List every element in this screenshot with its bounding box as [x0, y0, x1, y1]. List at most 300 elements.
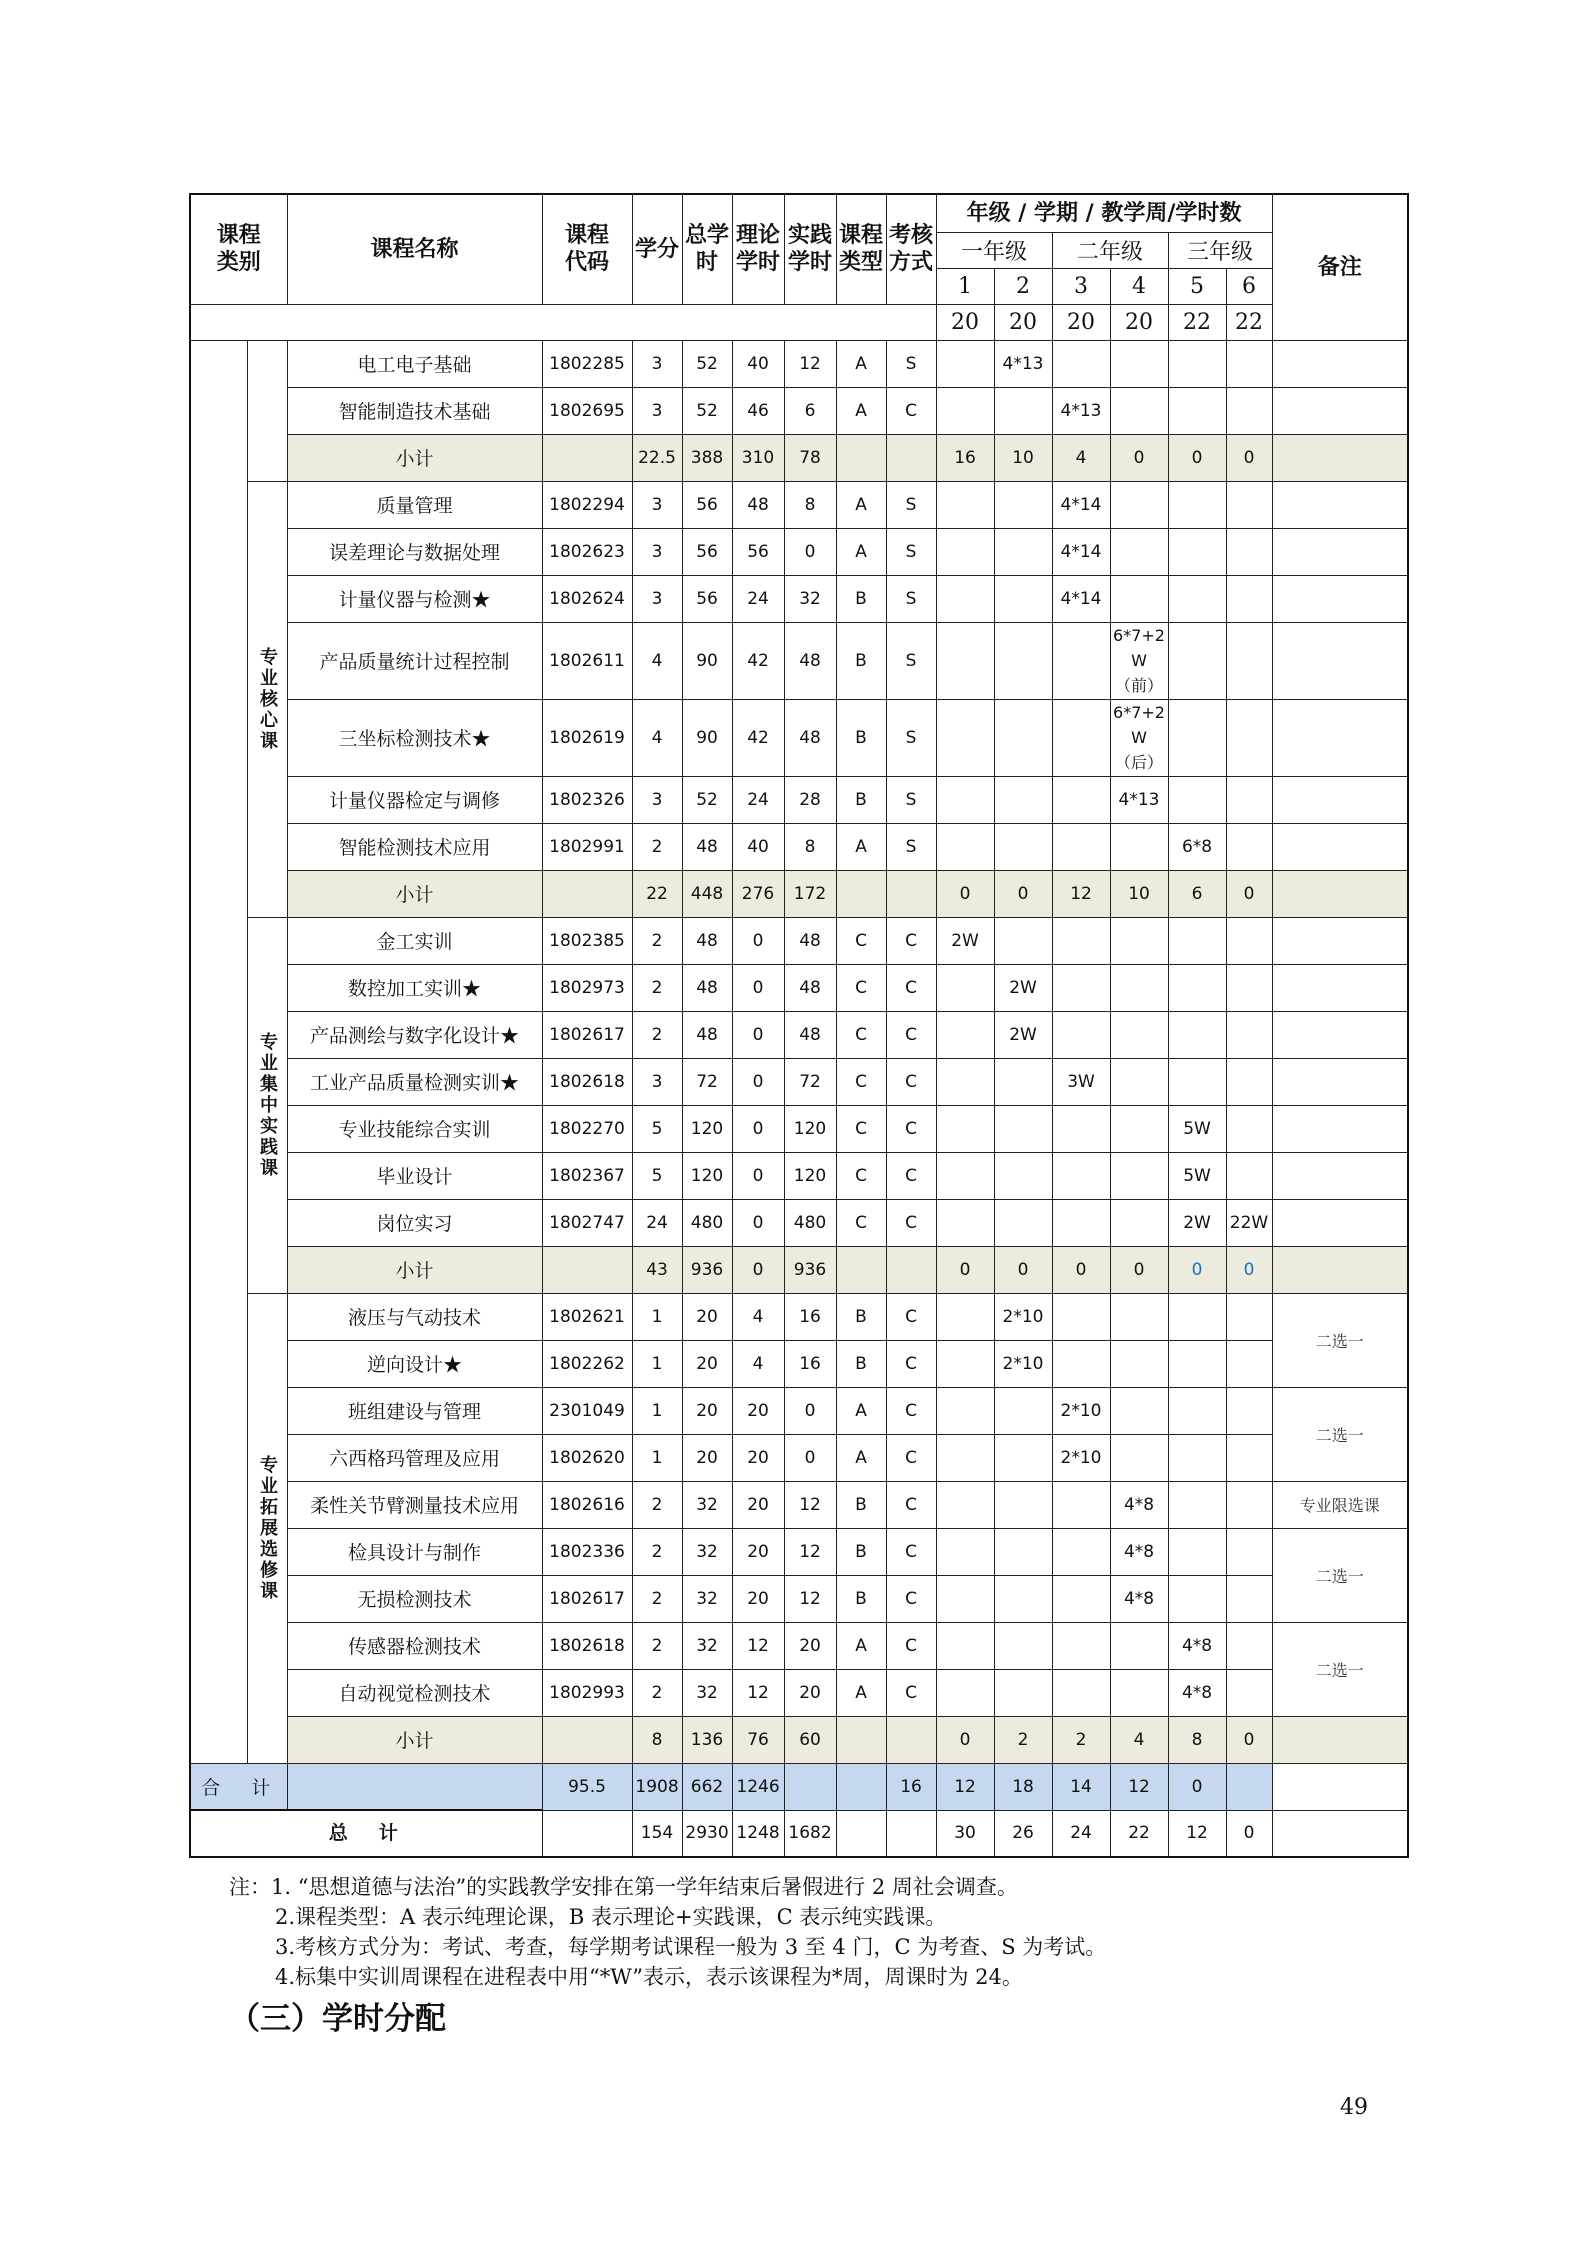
- course-credit: 5: [632, 1105, 682, 1152]
- course-theory-hours: 56: [732, 528, 784, 575]
- course-name: 质量管理: [287, 481, 542, 528]
- semester-hours: [1226, 1575, 1272, 1622]
- table-row: [190, 823, 1408, 870]
- semester-hours: [994, 1199, 1052, 1246]
- course-type: A: [836, 387, 886, 434]
- semester-hours: [1168, 776, 1226, 823]
- header-course-type: 课程类型: [836, 194, 886, 304]
- semester-hours: [1110, 575, 1168, 622]
- semester-hours: 4*14: [1052, 575, 1110, 622]
- course-total-hours: 48: [682, 823, 732, 870]
- total-remark-empty: [1226, 1763, 1272, 1810]
- course-theory-hours: 24: [732, 776, 784, 823]
- semester-hours: [1168, 1293, 1226, 1340]
- semester-hours: [1052, 1152, 1110, 1199]
- course-practice-hours: 12: [784, 1528, 836, 1575]
- course-exam: S: [886, 575, 936, 622]
- semester-hours: [994, 481, 1052, 528]
- course-theory-hours: 42: [732, 622, 784, 699]
- total-semester: 12: [1168, 1810, 1226, 1857]
- course-theory-hours: 48: [732, 481, 784, 528]
- course-exam: S: [886, 776, 936, 823]
- semester-hours: [936, 964, 994, 1011]
- table-row: [190, 1481, 1408, 1528]
- total-semester: 14: [1052, 1763, 1110, 1810]
- course-code: 1802620: [542, 1434, 632, 1481]
- course-total-hours: 48: [682, 917, 732, 964]
- total-exam-empty: [886, 434, 936, 481]
- semester-hours: [1110, 964, 1168, 1011]
- course-theory-hours: 42: [732, 699, 784, 776]
- header-credit: 学分: [632, 194, 682, 304]
- total-code-empty: [287, 1763, 542, 1810]
- course-credit: 3: [632, 776, 682, 823]
- semester-hours: [1168, 699, 1226, 776]
- page-number: 49: [1340, 2095, 1368, 2120]
- course-type: B: [836, 776, 886, 823]
- course-theory-hours: 20: [732, 1434, 784, 1481]
- semester-hours: [1168, 1528, 1226, 1575]
- semester-hours: [1226, 1387, 1272, 1434]
- course-theory-hours: 20: [732, 1481, 784, 1528]
- course-theory-hours: 24: [732, 575, 784, 622]
- semester-hours: 22W: [1226, 1199, 1272, 1246]
- course-credit: 3: [632, 387, 682, 434]
- remark: 二选一: [1272, 1528, 1408, 1622]
- course-type: B: [836, 575, 886, 622]
- semester-hours: [1110, 1152, 1168, 1199]
- semester-hours: [994, 823, 1052, 870]
- semester-hours: [1226, 1622, 1272, 1669]
- course-type: C: [836, 1199, 886, 1246]
- course-credit: 4: [632, 622, 682, 699]
- remark: [1272, 481, 1408, 528]
- semester-hours: [936, 1293, 994, 1340]
- remark: [1272, 1199, 1408, 1246]
- course-practice-hours: 120: [784, 1152, 836, 1199]
- total-semester: 10: [994, 434, 1052, 481]
- course-theory-hours: 4: [732, 1340, 784, 1387]
- course-type: B: [836, 1481, 886, 1528]
- total-hours: 136: [682, 1716, 732, 1763]
- total-semester: 0: [1226, 870, 1272, 917]
- course-practice-hours: 8: [784, 481, 836, 528]
- semester-hours: [936, 1575, 994, 1622]
- semester-hours: [1226, 1011, 1272, 1058]
- semester-hours: 2W: [994, 964, 1052, 1011]
- course-code: 1802623: [542, 528, 632, 575]
- course-name: 无损检测技术: [287, 1575, 542, 1622]
- course-practice-hours: 120: [784, 1105, 836, 1152]
- course-practice-hours: 48: [784, 917, 836, 964]
- course-name: 产品测绘与数字化设计★: [287, 1011, 542, 1058]
- course-total-hours: 56: [682, 481, 732, 528]
- course-name: 误差理论与数据处理: [287, 528, 542, 575]
- course-type: C: [836, 1105, 886, 1152]
- course-theory-hours: 20: [732, 1528, 784, 1575]
- course-credit: 3: [632, 481, 682, 528]
- course-code: 1802747: [542, 1199, 632, 1246]
- semester-hours: 2W: [936, 917, 994, 964]
- total-semester: 22: [1110, 1810, 1168, 1857]
- total-semester: 0: [1168, 1246, 1226, 1293]
- total-credit: 8: [632, 1716, 682, 1763]
- course-exam: S: [886, 699, 936, 776]
- total-semester: 12: [1110, 1763, 1168, 1810]
- course-code: 1802294: [542, 481, 632, 528]
- remark: 二选一: [1272, 1293, 1408, 1387]
- course-practice-hours: 8: [784, 823, 836, 870]
- total-semester: 16: [936, 434, 994, 481]
- semester-hours: [936, 622, 994, 699]
- total-hours: 2930: [682, 1810, 732, 1857]
- semester-hours: [1226, 1434, 1272, 1481]
- semester-hours: [994, 387, 1052, 434]
- semester-hours: [1052, 917, 1110, 964]
- semester-hours: 5W: [1168, 1152, 1226, 1199]
- course-code: 1802619: [542, 699, 632, 776]
- total-semester: 4: [1110, 1716, 1168, 1763]
- course-type: A: [836, 1622, 886, 1669]
- semester-hours: [1110, 1011, 1168, 1058]
- total-semester: 0: [936, 1716, 994, 1763]
- table-row: [190, 1528, 1408, 1575]
- course-name: 智能制造技术基础: [287, 387, 542, 434]
- total-theory: 662: [682, 1763, 732, 1810]
- semester-hours: [1052, 1293, 1110, 1340]
- course-credit: 3: [632, 340, 682, 387]
- header-semester: 3: [1052, 268, 1110, 304]
- semester-hours: [1226, 1058, 1272, 1105]
- course-type: B: [836, 1293, 886, 1340]
- semester-hours: [936, 1199, 994, 1246]
- remark: [1272, 964, 1408, 1011]
- semester-hours: [1168, 481, 1226, 528]
- course-total-hours: 52: [682, 340, 732, 387]
- semester-hours: [1110, 917, 1168, 964]
- course-theory-hours: 20: [732, 1575, 784, 1622]
- total-remark-empty: [1272, 1246, 1408, 1293]
- header-course-name: 课程名称: [287, 194, 542, 304]
- course-code: 1802611: [542, 622, 632, 699]
- course-practice-hours: 0: [784, 528, 836, 575]
- course-name: 液压与气动技术: [287, 1293, 542, 1340]
- semester-hours: [936, 1434, 994, 1481]
- course-code: 1802262: [542, 1340, 632, 1387]
- footnote-3: 3.考核方式分为：考试、考查，每学期考试课程一般为 3 至 4 门，C 为考查、S 为考试。: [275, 1935, 1107, 1959]
- total-theory: 276: [732, 870, 784, 917]
- course-practice-hours: 72: [784, 1058, 836, 1105]
- course-name: 自动视觉检测技术: [287, 1669, 542, 1716]
- course-credit: 2: [632, 964, 682, 1011]
- course-exam: C: [886, 1622, 936, 1669]
- total-semester: 0: [1226, 1810, 1272, 1857]
- semester-hours: [1052, 964, 1110, 1011]
- header-semester: 1: [936, 268, 994, 304]
- course-credit: 2: [632, 917, 682, 964]
- sum-label: 合 计: [190, 1763, 287, 1810]
- semester-hours: [1168, 622, 1226, 699]
- semester-hours: [1226, 1152, 1272, 1199]
- semester-hours: 4*8: [1168, 1669, 1226, 1716]
- course-name: 工业产品质量检测实训★: [287, 1058, 542, 1105]
- semester-hours: [936, 481, 994, 528]
- semester-hours: [1052, 1575, 1110, 1622]
- semester-hours: [1226, 917, 1272, 964]
- course-practice-hours: 12: [784, 1481, 836, 1528]
- course-exam: S: [886, 481, 936, 528]
- table-row: [190, 1105, 1408, 1152]
- semester-hours: [1226, 622, 1272, 699]
- course-total-hours: 480: [682, 1199, 732, 1246]
- remark: 二选一: [1272, 1622, 1408, 1716]
- header-semester: 6: [1226, 268, 1272, 304]
- header-remarks: 备注: [1272, 194, 1408, 340]
- course-code: 1802336: [542, 1528, 632, 1575]
- total-semester: 12: [936, 1763, 994, 1810]
- semester-hours: 3W: [1052, 1058, 1110, 1105]
- semester-hours: [1052, 776, 1110, 823]
- semester-hours: 4*8: [1168, 1622, 1226, 1669]
- footnote-1: 注：1. “思想道德与法治”的实践教学安排在第一学年结束后暑假进行 2 周社会调查。: [229, 1875, 1018, 1899]
- course-theory-hours: 0: [732, 1011, 784, 1058]
- header-grade-2: 二年级: [1052, 232, 1168, 268]
- total-semester: 30: [936, 1810, 994, 1857]
- semester-hours: [1168, 387, 1226, 434]
- semester-hours: [936, 1387, 994, 1434]
- category-label: 专业核心课: [247, 481, 287, 917]
- category-column: [190, 340, 247, 1763]
- total-practice: 78: [784, 434, 836, 481]
- total-exam-empty: [886, 1246, 936, 1293]
- course-practice-hours: 480: [784, 1199, 836, 1246]
- semester-hours: [994, 575, 1052, 622]
- table-row: [190, 387, 1408, 434]
- table-row: [190, 1340, 1408, 1387]
- semester-hours: [1226, 1669, 1272, 1716]
- total-exam-empty: [836, 1763, 886, 1810]
- grand-total-label: 总 计: [190, 1810, 542, 1857]
- table-row: [190, 917, 1408, 964]
- semester-hours: [936, 1011, 994, 1058]
- table-row: [190, 1199, 1408, 1246]
- semester-hours: [994, 1058, 1052, 1105]
- subtotal-label: 小计: [287, 434, 542, 481]
- semester-hours: [1052, 1622, 1110, 1669]
- course-credit: 2: [632, 1528, 682, 1575]
- semester-hours: [1168, 575, 1226, 622]
- sum-row: [190, 1763, 1408, 1810]
- course-credit: 2: [632, 1011, 682, 1058]
- subtotal-label: 小计: [287, 870, 542, 917]
- table-row: [190, 1669, 1408, 1716]
- course-plan-table: [189, 193, 1409, 1858]
- semester-hours: [994, 1387, 1052, 1434]
- course-total-hours: 52: [682, 387, 732, 434]
- header-semester: 5: [1168, 268, 1226, 304]
- semester-hours: [1226, 1340, 1272, 1387]
- header-practice-hours: 实践学时: [784, 194, 836, 304]
- course-name: 岗位实习: [287, 1199, 542, 1246]
- semester-hours: 6*7+2 W （前）: [1110, 622, 1168, 699]
- grand-total-row: [190, 1810, 1408, 1857]
- table-row: [190, 1622, 1408, 1669]
- semester-hours: [1168, 1011, 1226, 1058]
- semester-hours: [936, 387, 994, 434]
- course-total-hours: 32: [682, 1528, 732, 1575]
- total-credit: 154: [632, 1810, 682, 1857]
- course-code: 1802617: [542, 1011, 632, 1058]
- course-name: 检具设计与制作: [287, 1528, 542, 1575]
- course-type: C: [836, 964, 886, 1011]
- table-row: [190, 575, 1408, 622]
- total-type-empty: [836, 434, 886, 481]
- table-row: [190, 1575, 1408, 1622]
- total-semester: 10: [1110, 870, 1168, 917]
- total-code-empty: [542, 1810, 632, 1857]
- course-exam: C: [886, 917, 936, 964]
- total-credit: 22.5: [632, 434, 682, 481]
- course-type: A: [836, 1387, 886, 1434]
- course-credit: 1: [632, 1293, 682, 1340]
- course-code: 1802624: [542, 575, 632, 622]
- total-semester: 2: [1052, 1716, 1110, 1763]
- total-semester: 0: [936, 1246, 994, 1293]
- course-code: 1802617: [542, 1575, 632, 1622]
- semester-hours: [936, 340, 994, 387]
- course-code: 1802616: [542, 1481, 632, 1528]
- total-hours: 936: [682, 1246, 732, 1293]
- semester-hours: [1226, 699, 1272, 776]
- course-name: 计量仪器与检测★: [287, 575, 542, 622]
- semester-hours: 2W: [994, 1011, 1052, 1058]
- course-exam: C: [886, 1387, 936, 1434]
- remark: [1272, 699, 1408, 776]
- subtotal-row: [190, 1716, 1408, 1763]
- remark: [1272, 528, 1408, 575]
- table-row: [190, 1011, 1408, 1058]
- total-remark-empty: [1272, 434, 1408, 481]
- semester-hours: [1226, 1481, 1272, 1528]
- course-type: B: [836, 699, 886, 776]
- total-type-empty: [836, 1810, 886, 1857]
- course-total-hours: 32: [682, 1622, 732, 1669]
- course-practice-hours: 0: [784, 1387, 836, 1434]
- course-credit: 2: [632, 1669, 682, 1716]
- course-type: A: [836, 340, 886, 387]
- course-type: B: [836, 1528, 886, 1575]
- course-type: C: [836, 1058, 886, 1105]
- course-practice-hours: 12: [784, 1575, 836, 1622]
- semester-hours: 4*8: [1110, 1575, 1168, 1622]
- course-practice-hours: 48: [784, 622, 836, 699]
- course-total-hours: 56: [682, 528, 732, 575]
- total-remark-empty: [1272, 1810, 1408, 1857]
- total-practice: 1682: [784, 1810, 836, 1857]
- semester-hours: 2W: [1168, 1199, 1226, 1246]
- semester-hours: 4*14: [1052, 528, 1110, 575]
- header-weeks: 20: [936, 304, 994, 340]
- total-practice: 60: [784, 1716, 836, 1763]
- semester-hours: 4*8: [1110, 1528, 1168, 1575]
- semester-hours: [1226, 481, 1272, 528]
- course-name: 逆向设计★: [287, 1340, 542, 1387]
- semester-hours: [1052, 823, 1110, 870]
- header-theory-hours: 理论学时: [732, 194, 784, 304]
- category-label: [247, 340, 287, 481]
- course-type: C: [836, 1011, 886, 1058]
- semester-hours: 6*7+2 W （后）: [1110, 699, 1168, 776]
- course-total-hours: 20: [682, 1387, 732, 1434]
- course-code: 1802385: [542, 917, 632, 964]
- total-semester: 0: [1168, 434, 1226, 481]
- semester-hours: [1052, 1199, 1110, 1246]
- course-name: 三坐标检测技术★: [287, 699, 542, 776]
- course-practice-hours: 16: [784, 1293, 836, 1340]
- course-code: 1802993: [542, 1669, 632, 1716]
- semester-hours: [1110, 1340, 1168, 1387]
- subtotal-row: [190, 870, 1408, 917]
- total-credit: 95.5: [542, 1763, 632, 1810]
- header-weeks: 22: [1168, 304, 1226, 340]
- semester-hours: [994, 1481, 1052, 1528]
- course-credit: 2: [632, 1575, 682, 1622]
- total-code-empty: [542, 1716, 632, 1763]
- total-theory: 310: [732, 434, 784, 481]
- course-name: 电工电子基础: [287, 340, 542, 387]
- course-total-hours: 20: [682, 1434, 732, 1481]
- semester-hours: [1110, 1622, 1168, 1669]
- total-semester: 26: [994, 1810, 1052, 1857]
- course-credit: 3: [632, 575, 682, 622]
- semester-hours: [1226, 1528, 1272, 1575]
- semester-hours: [1226, 1293, 1272, 1340]
- semester-hours: 2*10: [1052, 1434, 1110, 1481]
- total-exam-empty: [886, 870, 936, 917]
- course-exam: C: [886, 1481, 936, 1528]
- semester-hours: [936, 776, 994, 823]
- course-practice-hours: 28: [784, 776, 836, 823]
- total-semester: 24: [1052, 1810, 1110, 1857]
- semester-hours: [1226, 340, 1272, 387]
- course-practice-hours: 16: [784, 1340, 836, 1387]
- semester-hours: [994, 917, 1052, 964]
- course-exam: C: [886, 1058, 936, 1105]
- footnote-4: 4.标集中实训周课程在进程表中用“*W”表示，表示该课程为*周，周课时为 24。: [275, 1965, 1023, 1989]
- course-type: A: [836, 1434, 886, 1481]
- total-practice: 172: [784, 870, 836, 917]
- course-exam: S: [886, 622, 936, 699]
- total-exam-empty: [886, 1810, 936, 1857]
- table-row: [190, 1434, 1408, 1481]
- course-exam: S: [886, 340, 936, 387]
- course-credit: 3: [632, 1058, 682, 1105]
- semester-hours: [1110, 823, 1168, 870]
- course-name: 专业技能综合实训: [287, 1105, 542, 1152]
- course-exam: C: [886, 1434, 936, 1481]
- semester-hours: [1168, 1575, 1226, 1622]
- semester-hours: [1110, 528, 1168, 575]
- remark: [1272, 1058, 1408, 1105]
- subtotal-row: [190, 1246, 1408, 1293]
- semester-hours: [994, 622, 1052, 699]
- course-type: C: [836, 1152, 886, 1199]
- header-semester: 4: [1110, 268, 1168, 304]
- course-total-hours: 48: [682, 1011, 732, 1058]
- table-row: [190, 964, 1408, 1011]
- course-exam: C: [886, 1528, 936, 1575]
- header-category: 课程类别: [190, 194, 287, 304]
